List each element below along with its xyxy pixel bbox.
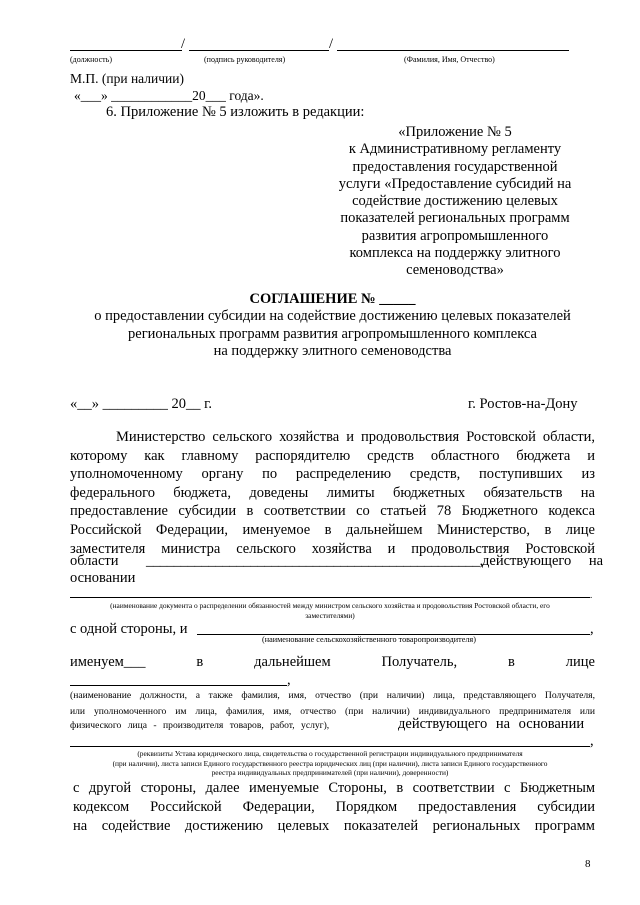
paragraph-2 — [73, 779, 595, 836]
requisites-note-line: реестра индивидуальных предпринимателей (при наличии), доверенности) — [211, 768, 449, 778]
named-word: лице — [565, 654, 595, 670]
paragraph-line: предоставление субсидии в соответствии со статьей 78 Бюджетного кодекса — [70, 503, 595, 520]
paragraph-line: Российской Федерации, именуемое в дальнейшем Министерство, в лице — [70, 521, 595, 538]
separator-2: / — [329, 36, 334, 52]
named-word: в — [196, 654, 204, 670]
requisites-note-line: (реквизиты Устава юридического лица, свидетельства о государственной регистрации индивидуального предпринимателя — [137, 749, 523, 758]
appendix-line: показателей региональных программ — [340, 210, 570, 227]
appendix-line: содействие достижению целевых — [352, 193, 558, 210]
doc-note-line: (наименование документа о распределении обязанностей между министром сельского хозяйства и продовольствия Ростовской области, его — [110, 601, 550, 610]
paragraph-line: кодексом Российской Федерации, Порядком предоставления субсидии — [73, 799, 595, 815]
acting-basis-full: действующего на основании — [398, 716, 585, 732]
position-line — [70, 50, 182, 51]
requisites-note-line: (при наличии), листа записи Единого государственного реестра юридических лиц (при наличии), листа записи Единого государственного — [112, 758, 548, 768]
appendix-line: услуги «Предоставление субсидий на — [338, 175, 572, 192]
subtitle-line: о предоставлении субсидии на содействие достижению целевых показателей — [94, 308, 571, 324]
position-label: (должность) — [70, 55, 112, 64]
basis-document-line — [70, 597, 590, 598]
representative-line — [70, 685, 287, 686]
requisites-comma: , — [590, 733, 594, 749]
page-number: 8 — [585, 858, 591, 870]
paragraph-line: с другой стороны, далее именуемые Стороны, в соответствии с Бюджетным — [73, 780, 595, 796]
paragraph-line: уполномоченному органу по распределению средств, поступивших из — [70, 466, 595, 483]
named-row — [70, 654, 595, 671]
amendment-line: 6. Приложение № 5 изложить в редакции: — [106, 104, 365, 120]
name-line — [337, 50, 569, 51]
appendix-line: «Приложение № 5 — [398, 124, 512, 140]
named-word: Получатель, — [381, 654, 458, 670]
basis-line-dot: . — [590, 590, 593, 600]
acting-basis: действующего на — [482, 553, 604, 569]
agreement-date: «__» _________ 20__ г. — [70, 396, 213, 412]
subtitle-line: на поддержку элитного семеноводства — [213, 343, 452, 359]
producer-note: (наименование сельскохозяйственного товаропроизводителя) — [262, 635, 476, 644]
paragraph-1 — [70, 428, 595, 558]
requisites-note — [62, 749, 598, 778]
rep-note-line: (наименование должности, а также фамилия, имя, отчество (при наличии) лица, представляющего Получателя, — [70, 690, 595, 701]
named-word: дальнейшем — [254, 654, 331, 670]
signature-line — [189, 50, 329, 51]
appendix-line: предоставления государственной — [352, 158, 558, 175]
agreement-subtitle — [0, 308, 640, 361]
appendix-line: к Административному регламенту — [348, 141, 562, 158]
subtitle-line: региональных программ развития агропромышленного комплекса — [128, 325, 537, 342]
oblast-fill: ________________________________________________, — [146, 553, 483, 569]
appendix-line: комплекса на поддержку элитного — [349, 245, 561, 262]
rep-note-line: или уполномоченного им лица, фамилия, имя, отчество (при наличии) индивидуального предпринимателя или — [70, 706, 595, 718]
basis-word: основании — [70, 570, 136, 586]
one-side-text: с одной стороны, и — [70, 621, 188, 637]
agreement-city: г. Ростов-на-Дону — [468, 396, 578, 412]
paragraph-line: на содействие достижению целевых показателей региональных программ — [73, 818, 595, 834]
paragraph-line: которому как главному распорядителю средств областного бюджета и — [70, 447, 595, 464]
producer-comma: , — [590, 621, 594, 637]
doc-note — [66, 601, 594, 620]
named-word: именуем___ — [70, 654, 146, 670]
oblast-word: области — [70, 553, 119, 569]
paragraph-line: Министерство сельского хозяйства и продовольствия Ростовской области, — [116, 429, 595, 445]
paragraph-line: заместителя министра сельского хозяйства и продовольствия Ростовской — [70, 540, 595, 557]
appendix-line: развития агропромышленного — [361, 227, 549, 244]
representative-comma: , — [287, 672, 291, 688]
rep-note-last: физического лица - производителя товаров, работ, услуг), — [70, 720, 330, 731]
named-word: в — [508, 654, 515, 670]
requisites-line — [70, 746, 590, 747]
appendix-header — [322, 124, 588, 280]
name-label: (Фамилия, Имя, Отчество) — [404, 55, 495, 64]
appendix-line: семеноводства» — [406, 262, 504, 279]
paragraph-line: федерального бюджета, доведены лимиты бюджетных обязательств на — [70, 484, 595, 501]
stamp-line: М.П. (при наличии) — [70, 71, 184, 86]
signature-label: (подпись руководителя) — [204, 55, 286, 64]
separator-1: / — [181, 36, 186, 52]
agreement-title: СОГЛАШЕНИЕ № _____ — [249, 291, 416, 307]
doc-note-line: заместителями) — [305, 610, 355, 620]
date-line: «___» ____________20___ года». — [74, 88, 264, 103]
